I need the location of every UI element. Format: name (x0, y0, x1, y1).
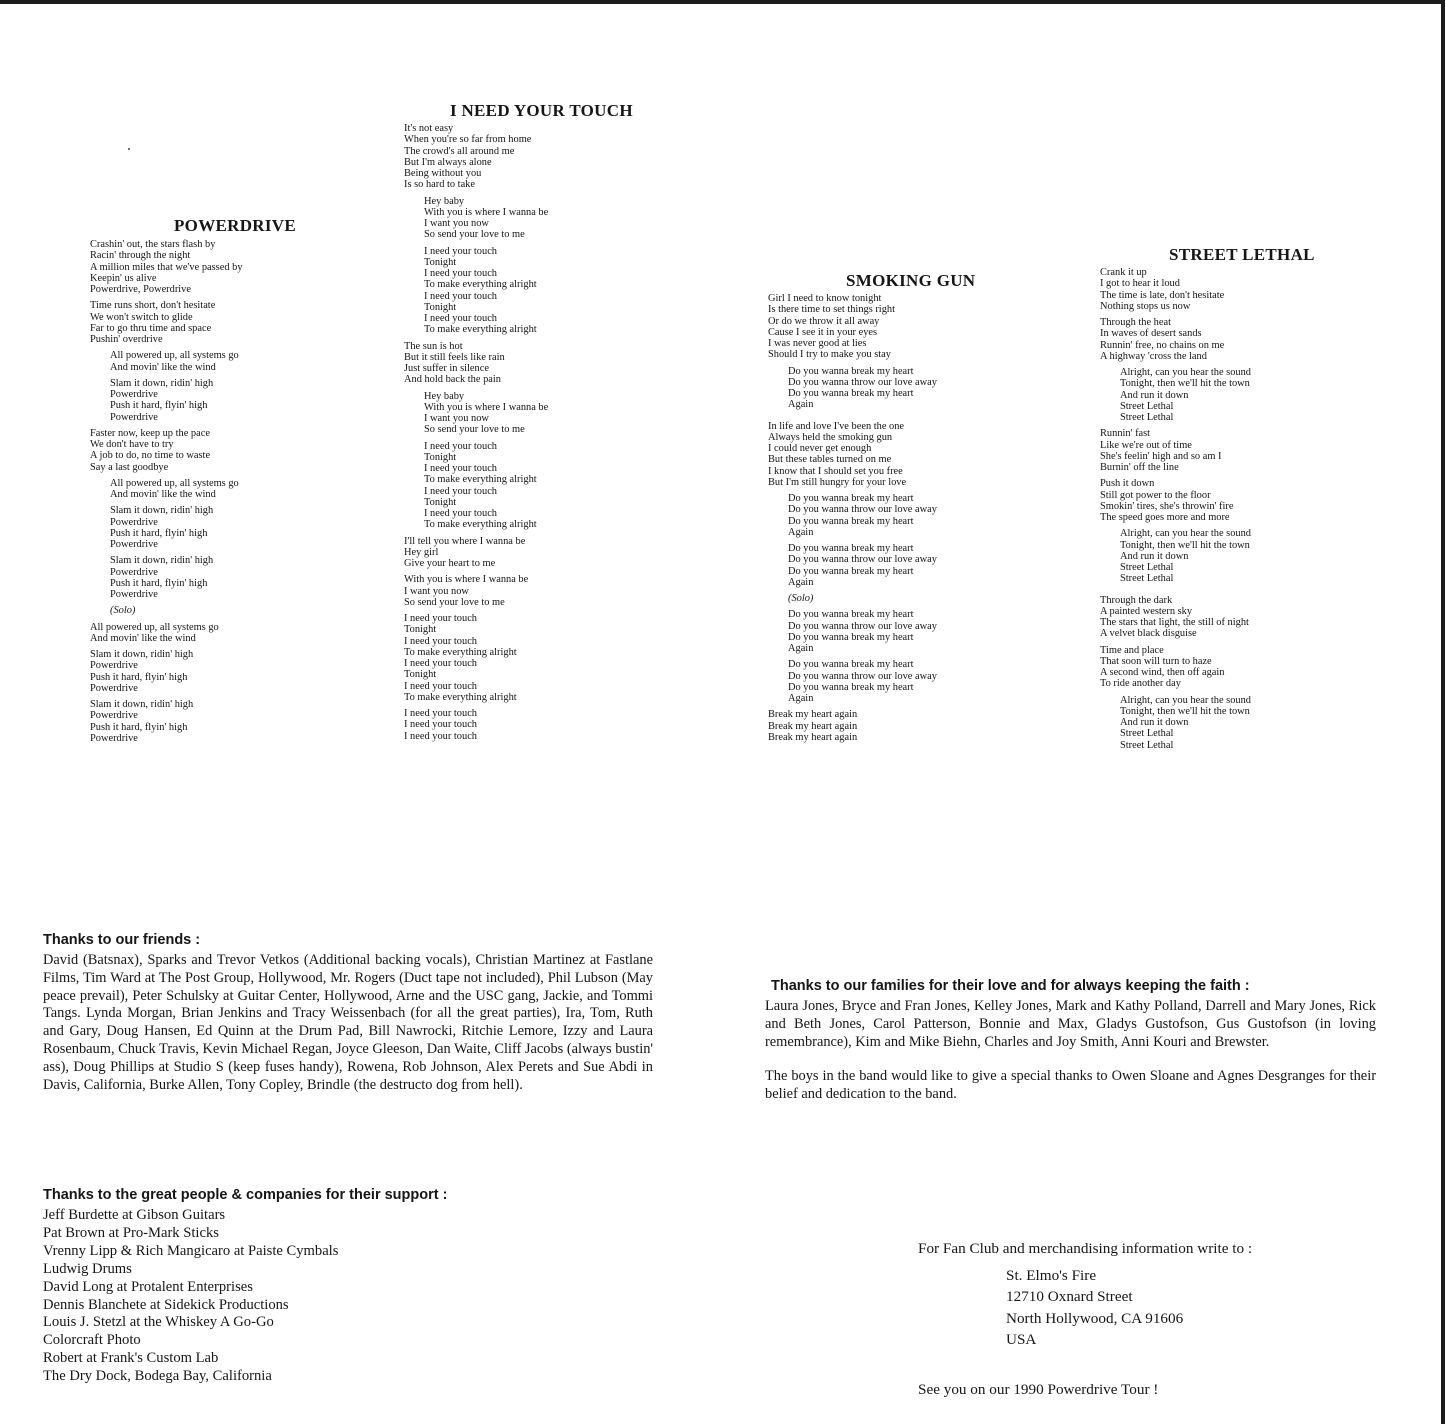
lyric-line: Street Lethal (1120, 573, 1174, 585)
lyric-line: Powerdrive (90, 710, 138, 722)
lyric-line: Slam it down, ridin' high (110, 377, 214, 389)
list-item: Dennis Blanchete at Sidekick Productions (43, 1296, 289, 1313)
lyric-line: Do you wanna break my heart (788, 543, 914, 554)
lyric-line: We don't have to try (90, 439, 174, 450)
stray-mark (128, 148, 130, 150)
lyric-line: I need your touch (424, 508, 497, 519)
lyric-line: Push it down (1100, 478, 1155, 490)
lyric-line: Break my heart again (768, 709, 858, 721)
lyric-line: Push it hard, flyin' high (110, 400, 208, 412)
lyric-line: A velvet black disguise (1100, 628, 1197, 640)
mailing-address (1006, 1265, 1252, 1351)
lyric-line: Alright, can you hear the sound (1120, 528, 1252, 540)
lyric-line: Do you wanna break my heart (788, 365, 914, 377)
lyric-line: Always held the smoking gun (768, 431, 893, 443)
lyric-line: Tonight, then we'll hit the town (1120, 705, 1250, 717)
fan-club-info (918, 1238, 1252, 1400)
address-line: St. Elmo's Fire (1006, 1266, 1097, 1284)
thanks-families-heading: Thanks to our families for their love and for always keeping the faith : (771, 978, 1250, 994)
lyric-line: Powerdrive (110, 589, 158, 600)
lyric-line: I need your touch (404, 719, 477, 731)
stanza (768, 293, 975, 361)
lyric-line: Burnin' off the line (1100, 462, 1179, 473)
lyric-line: Powerdrive, Powerdrive (90, 284, 191, 295)
stanza (424, 391, 633, 436)
lyric-line: Tonight (424, 256, 457, 268)
list-item: Robert at Frank's Custom Lab (43, 1350, 219, 1367)
lyric-line: Tonight, then we'll hit the town (1120, 539, 1250, 551)
song-title: STREET LETHAL (1169, 245, 1315, 264)
tour-message: See you on our 1990 Powerdrive Tour ! (918, 1380, 1159, 1398)
lyric-line: It's not easy (404, 123, 454, 134)
lyric-line: When you're so far from home (404, 134, 532, 146)
lyric-line: I need your touch (404, 708, 477, 719)
lyric-line: Again (788, 693, 814, 704)
stanza (788, 659, 975, 704)
address-line: 12710 Oxnard Street (1006, 1288, 1133, 1305)
lyrics (90, 239, 296, 744)
song-powerdrive (90, 216, 296, 749)
lyric-line: Street Lethal (1120, 400, 1174, 412)
lyric-line: A painted western sky (1100, 605, 1193, 617)
lyric-line: I was never good at lies (768, 338, 867, 349)
lyric-line: Slam it down, ridin' high (90, 649, 194, 660)
lyric-line: And movin' like the wind (90, 632, 196, 644)
lyric-line: Through the heat (1100, 317, 1171, 328)
lyric-line: Nothing stops us now (1100, 300, 1191, 312)
stanza (90, 428, 296, 473)
lyric-line: Tonight (404, 624, 437, 636)
stanza (404, 708, 633, 742)
lyric-line: A highway 'cross the land (1100, 350, 1207, 362)
lyrics (768, 293, 975, 743)
lyric-line: Is there time to set things right (768, 304, 895, 316)
lyric-line: Do you wanna throw our love away (788, 504, 937, 516)
lyric-line: She's feelin' high and so am I (1100, 450, 1222, 462)
thanks-friends-text: David (Batsnax), Sparks and Trevor Vetkos (Additional backing vocals), Christian Martinez at Fastlane Films, Tim Ward at The Post Group, Hollywood, Mr. Rogers (Duct tape not included), Phil Lubson (May peace prevail), Peter Schulsky at Guitar Center, Hollywood, Arne and the USC gang, Jackie, and Tommi Tangs. Lynda Morgan, Brian Jenkins and Tracy Weissenbach (for all the great parties), Ira, Tom, Ruth and Gary, Doug Hansen, Ed Quinn at the Drum Pad, Bill Nawrocki, Ritchie Lemore, Izzy and Laura Rosenbaum, Chuck Travis, Kevin Michael Regan, Joyce Gleeson, Dan Waite, Cliff Jacobs (always bustin' ass), Doug Phillips at Studio S (keep fuses handy), Rowena, Rob Johnson, Alex Perets and Sue Abdi in Davis, California, Burke Allen, Tony Copley, Brindle (the destructo dog from hell). (43, 952, 654, 1093)
lyric-line: Break my heart again (768, 720, 858, 732)
lyric-line: Tonight (424, 301, 457, 313)
lyric-line: Give your heart to me (404, 558, 496, 569)
list-item: The Dry Dock, Bodega Bay, California (43, 1368, 272, 1385)
lyric-line: Hey baby (424, 390, 465, 402)
stanza (110, 555, 296, 600)
song-street-lethal (1100, 245, 1315, 756)
lyric-line: We won't switch to glide (90, 311, 193, 323)
address-line: North Hollywood, CA 91606 (1006, 1309, 1184, 1327)
lyric-line: A second wind, then off again (1100, 667, 1225, 678)
lyric-line: But these tables turned on me (768, 454, 892, 466)
lyric-line: But I'm still hungry for your love (768, 476, 907, 488)
lyric-line: And run it down (1120, 550, 1189, 562)
lyric-line: Hey girl (404, 546, 439, 558)
thanks-families (765, 978, 1376, 1104)
lyric-line: So send your love to me (424, 424, 525, 436)
lyric-line: Powerdrive (110, 539, 158, 550)
lyric-line: I need your touch (424, 485, 497, 497)
lyric-line: To make everything alright (424, 474, 537, 486)
lyric-line: Push it hard, flyin' high (90, 721, 188, 733)
stanza (404, 613, 633, 703)
lyric-line: Again (788, 643, 814, 654)
lyric-line: I need your touch (404, 635, 477, 647)
lyric-line: With you is where I wanna be (424, 206, 549, 218)
lyric-line: Tonight, then we'll hit the town (1120, 378, 1250, 390)
address-line: USA (1006, 1331, 1037, 1348)
lyric-line: Alright, can you hear the sound (1120, 367, 1252, 378)
lyric-line: Alright, can you hear the sound (1120, 694, 1252, 706)
lyric-line: In life and love I've been the one (768, 420, 905, 432)
lyric-line: I need your touch (424, 440, 497, 452)
lyric-line: Do you wanna throw our love away (788, 620, 937, 632)
lyric-line: Again (788, 399, 814, 411)
lyric-line: Hey baby (424, 195, 465, 207)
stanza (1100, 645, 1315, 690)
lyric-line: Powerdrive (90, 660, 138, 672)
thanks-friends (43, 932, 653, 1094)
lyric-line: To make everything alright (404, 691, 517, 703)
list-item: Louis J. Stetzl at the Whiskey A Go-Go (43, 1314, 274, 1331)
thanks-support (43, 1187, 563, 1386)
stanza (90, 622, 296, 645)
lyric-line: Do you wanna throw our love away (788, 670, 937, 682)
lyric-line: Like we're out of time (1100, 439, 1192, 451)
stanza (110, 605, 296, 616)
stanza (788, 543, 975, 588)
lyric-line: Do you wanna break my heart (788, 681, 914, 693)
lyric-line: Runnin' fast (1100, 428, 1151, 440)
stanza (768, 709, 975, 743)
lyric-line: I need your touch (424, 290, 497, 302)
lyric-line: Say a last goodbye (90, 461, 169, 473)
lyric-line: So send your love to me (404, 596, 505, 608)
lyric-line: Tonight (424, 451, 457, 463)
lyric-line: Push it hard, flyin' high (110, 527, 208, 539)
lyric-line: Girl I need to know tonight (768, 293, 882, 304)
lyric-line: Is so hard to take (404, 179, 475, 191)
lyric-line: Street Lethal (1120, 562, 1174, 573)
lyric-line: I want you now (404, 585, 469, 597)
lyric-line: Powerdrive (110, 389, 158, 400)
lyric-line: And run it down (1120, 717, 1189, 728)
lyric-line: But I'm always alone (404, 156, 492, 168)
lyric-line: Do you wanna break my heart (788, 493, 914, 504)
lyric-line: Crashin' out, the stars flash by (90, 239, 216, 250)
lyric-line: I need your touch (404, 658, 477, 669)
lyric-line: To make everything alright (424, 324, 537, 336)
stanza (110, 505, 296, 550)
stanza (1100, 267, 1315, 312)
stanza (424, 441, 633, 531)
fan-club-intro: For Fan Club and merchandising information write to : (918, 1240, 1253, 1257)
list-item: Jeff Burdette at Gibson Guitars (43, 1207, 226, 1223)
lyric-line: I know that I should set you free (768, 465, 903, 477)
stanza (788, 593, 975, 604)
song-smoking-gun (768, 271, 975, 748)
right-border (1441, 0, 1445, 1424)
special-thanks-text: The boys in the band would like to give a special thanks to Owen Sloane and Agnes Desgranges for their belief and dedication to the band. (765, 1068, 1376, 1103)
lyric-line: A million miles that we've passed by (90, 261, 243, 273)
stanza (90, 300, 296, 345)
lyric-line: The stars that light, the still of night (1100, 617, 1249, 628)
stanza (788, 609, 975, 654)
lyric-line: Do you wanna break my heart (788, 631, 914, 643)
lyric-line: Powerdrive (110, 411, 158, 423)
stanza (90, 239, 296, 295)
lyric-line: Tonight (424, 496, 457, 508)
lyric-line: Pushin' overdrive (90, 334, 163, 345)
stanza (1100, 317, 1315, 362)
lyric-line: Push it hard, flyin' high (110, 577, 208, 589)
lyric-line: Smokin' tires, she's throwin' fire (1100, 500, 1234, 512)
lyric-line: I need your touch (404, 613, 477, 624)
song-title: POWERDRIVE (174, 216, 297, 235)
stanza (404, 574, 633, 608)
lyric-line: Slam it down, ridin' high (110, 505, 214, 517)
stanza (1120, 367, 1315, 423)
lyric-line: Do you wanna throw our love away (788, 376, 937, 388)
stanza (90, 699, 296, 744)
lyric-line: I need your touch (404, 680, 477, 692)
lyric-line: Powerdrive (110, 516, 158, 528)
stanza (1120, 695, 1315, 751)
lyric-line: Do you wanna break my heart (788, 388, 914, 399)
lyric-line: Break my heart again (768, 731, 858, 743)
lyric-line: All powered up, all systems go (110, 477, 239, 489)
lyric-line: I'll tell you where I wanna be (404, 535, 526, 547)
lyric-line: Still got power to the floor (1100, 489, 1211, 501)
lyric-line: Tonight (404, 669, 437, 681)
lyric-line: I need your touch (404, 730, 477, 742)
stanza (110, 378, 296, 423)
support-list (43, 1207, 563, 1386)
lyric-line: Powerdrive (90, 682, 138, 694)
list-item: David Long at Protalent Enterprises (43, 1278, 253, 1295)
lyric-line: But it still feels like rain (404, 351, 505, 363)
stanza (424, 246, 633, 336)
song-title: SMOKING GUN (846, 271, 976, 290)
lyric-line: And run it down (1120, 389, 1189, 401)
lyric-line: Again (788, 576, 814, 588)
lyric-line: (Solo) (110, 605, 136, 617)
lyric-line: And movin' like the wind (110, 361, 216, 373)
lyric-line: Do you wanna break my heart (788, 515, 914, 527)
thanks-families-text: Laura Jones, Bryce and Fran Jones, Kelley Jones, Mark and Kathy Polland, Darrell and Mary Jones, Rick and Beth Jones, Carol Patterson, Bonnie and Max, Gladys Gustofson, Gus Gustofson (in loving remembrance), Kim and Mike Biehn, Charles and Joy Smith, Anni Kouri and Brewster. (765, 998, 1376, 1050)
stanza (788, 493, 975, 538)
lyric-line: Being without you (404, 168, 482, 179)
lyric-line: Should I try to make you stay (768, 349, 891, 361)
list-item: Colorcraft Photo (43, 1332, 141, 1349)
lyrics (404, 123, 633, 742)
song-i-need-your-touch (404, 101, 633, 747)
lyric-line: The sun is hot (404, 340, 463, 352)
list-item: Pat Brown at Pro-Mark Sticks (43, 1224, 219, 1241)
lyric-line: To make everything alright (424, 279, 537, 291)
lyric-line: Again (788, 526, 814, 538)
lyric-line: Time and place (1100, 644, 1164, 656)
lyric-line: Street Lethal (1120, 728, 1174, 740)
lyric-line: Crank it up (1100, 267, 1147, 278)
lyric-line: Powerdrive (110, 566, 158, 578)
stanza (90, 649, 296, 694)
lyric-line: Do you wanna throw our love away (788, 554, 937, 566)
lyric-line: Runnin' free, no chains on me (1100, 339, 1225, 351)
lyric-line: Or do we throw it all away (768, 315, 880, 327)
lyric-line: A job to do, no time to waste (90, 450, 211, 462)
lyric-line: I want you now (424, 218, 489, 229)
lyric-line: (Solo) (788, 593, 814, 604)
lyric-line: And hold back the pain (404, 374, 501, 386)
stanza (424, 196, 633, 241)
lyric-line: All powered up, all systems go (90, 621, 219, 633)
lyric-line: To make everything alright (424, 519, 537, 531)
stanza (404, 341, 633, 386)
stanza (404, 536, 633, 570)
lyric-line: Time runs short, don't hesitate (90, 300, 216, 312)
stanza (404, 123, 633, 191)
lyric-line: Powerdrive (90, 732, 138, 744)
lyric-line: With you is where I wanna be (424, 401, 549, 413)
lyric-line: Cause I see it in your eyes (768, 326, 878, 338)
thanks-support-heading: Thanks to the great people & companies for their support : (43, 1187, 448, 1203)
lyric-line: Slam it down, ridin' high (90, 699, 194, 710)
top-border (0, 0, 1445, 4)
lyric-line: All powered up, all systems go (110, 350, 239, 362)
lyrics (1100, 267, 1315, 751)
lyric-line: I got to hear it loud (1100, 278, 1180, 290)
lyric-line: To make everything alright (404, 646, 517, 658)
lyric-line: Far to go thru time and space (90, 322, 212, 334)
lyric-line: Do you wanna break my heart (788, 609, 914, 621)
lyric-line: Just suffer in silence (404, 363, 489, 374)
lyric-line: Faster now, keep up the pace (90, 427, 210, 439)
lyric-line: That soon will turn to haze (1100, 655, 1212, 667)
stanza (788, 366, 975, 411)
lyric-line: The time is late, don't hesitate (1100, 289, 1225, 301)
lyric-line: And movin' like the wind (110, 489, 216, 500)
lyric-line: In waves of desert sands (1100, 328, 1202, 340)
lyric-line: I need your touch (424, 268, 497, 279)
lyric-line: The crowd's all around me (404, 145, 515, 157)
stanza (1100, 595, 1315, 640)
lyric-line: I need your touch (424, 313, 497, 324)
stanza (1100, 428, 1315, 473)
lyric-line: I could never get enough (768, 443, 872, 454)
lyric-line: Keepin' us alive (90, 272, 157, 284)
thanks-friends-heading: Thanks to our friends : (43, 932, 201, 948)
stanza (110, 478, 296, 501)
stanza (768, 421, 975, 489)
lyric-line: So send your love to me (424, 229, 525, 241)
stanza (1100, 478, 1315, 523)
lyric-line: I need your touch (424, 463, 497, 474)
lyric-line: Do you wanna break my heart (788, 659, 914, 671)
lyric-line: With you is where I wanna be (404, 574, 529, 586)
stanza (1120, 528, 1315, 584)
lyric-line: Street Lethal (1120, 412, 1174, 423)
lyric-line: I need your touch (424, 245, 497, 257)
lyric-line: The speed goes more and more (1100, 512, 1230, 523)
lyric-line: Slam it down, ridin' high (110, 555, 214, 567)
list-item: Vrenny Lipp & Rich Mangicaro at Paiste Cymbals (43, 1242, 339, 1259)
stanza (110, 350, 296, 373)
lyric-line: To ride another day (1100, 678, 1181, 690)
lyric-line: Do you wanna break my heart (788, 565, 914, 577)
lyric-line: Through the dark (1100, 594, 1173, 606)
song-title: I NEED YOUR TOUCH (450, 101, 633, 120)
lyric-line: Push it hard, flyin' high (90, 671, 188, 683)
list-item: Ludwig Drums (43, 1260, 132, 1277)
lyric-line: I want you now (424, 413, 489, 424)
lyric-line: Street Lethal (1120, 739, 1174, 751)
lyric-line: Racin' through the night (90, 250, 191, 262)
